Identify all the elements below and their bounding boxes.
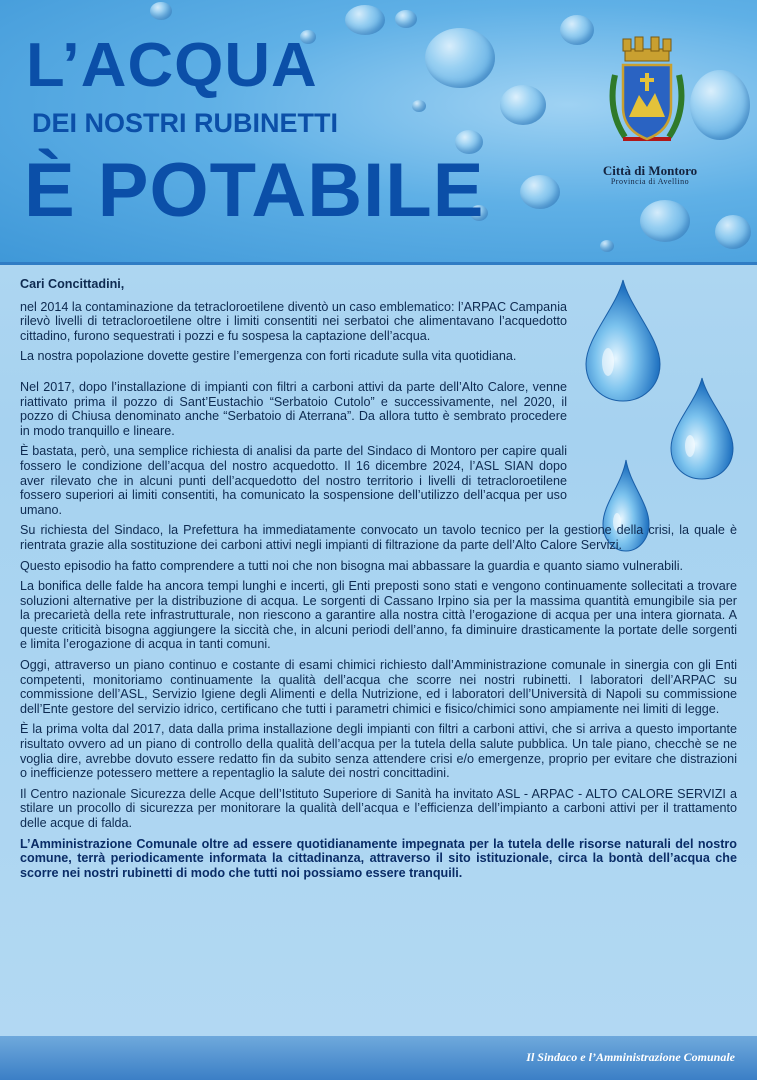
water-droplet-icon <box>150 2 172 20</box>
body-paragraph: La bonifica delle falde ha ancora tempi lunghi e incerti, gli Enti preposti sono stati e vengono continuamente sollecitati a trovare soluzioni alternative per la distribuzione di acqua. Le sorgenti di Cassano Irpino sia per la massima quantità emungibile sia per la precarietà della rete infrastrutturale, non riescono a garantire alla nostra città l’erogazione di acqua per una intera giornata. A queste criticità bisogna aggiungere la siccità che, in alcuni periodi dell’anno, fa diminuire drasticamente la portate delle sorgenti e limita l’erogazione di acqua in tanti comuni. <box>20 579 737 652</box>
letter-body <box>20 277 737 886</box>
header-banner <box>0 0 757 262</box>
water-droplet-icon <box>715 215 751 249</box>
water-droplet-icon <box>520 175 560 209</box>
body-paragraph: Questo episodio ha fatto comprendere a tutti noi che non bisogna mai abbassare la guardia e quanto siamo vulnerabili. <box>20 558 683 573</box>
title-line-1: L’ACQUA <box>26 31 318 100</box>
water-droplet-icon <box>560 15 594 45</box>
body-paragraph: È bastata, però, una semplice richiesta di analisi da parte del Sindaco di Montoro per capire quali fossero le condizione dell’acqua del nostro acquedotto. Il 16 dicembre 2024, l’ASL SIAN dopo aver rilevato che in alcuni punti dell’acquedotto del nostro territorio i livelli di tetracloroetilene fossero superiori ai limiti consentiti, ha comunicato la sospensione dell’utilizzo dell’acqua per uso umano. <box>20 444 567 517</box>
body-paragraph: nel 2014 la contaminazione da tetracloroetilene diventò un caso emblematico: l’ARPAC Campania rilevò livelli di tetracloroetilene oltre i limiti consentiti nei serbatoi che alimentavano l’acquedotto cittadino, furono sequestrati i pozzi e fu sospesa la captazione dell’acqua. <box>20 299 567 343</box>
title-line-3: È POTABILE <box>24 148 485 233</box>
city-crest-icon <box>605 35 689 160</box>
water-droplet-icon <box>690 70 750 140</box>
water-droplet-icon <box>500 85 546 125</box>
body-paragraph: Su richiesta del Sindaco, la Prefettura ha immediatamente convocato un tavolo tecnico per la gestione della crisi, la quale è rientrata grazie alla sostituzione dei carboni attivi negli impianti di filtrazione da parte dell’Alto Calore Servizi. <box>20 523 737 552</box>
body-paragraph: La nostra popolazione dovette gestire l’emergenza con forti ricadute sulla vita quotidiana. <box>20 349 517 364</box>
footer-bar <box>0 1036 757 1080</box>
water-droplet-icon <box>395 10 417 28</box>
body-paragraph: Il Centro nazionale Sicurezza delle Acque dell’Istituto Superiore di Sanità ha invitato ASL - ARPAC - ALTO CALORE SERVIZI a stilare un procollo di sicurezza per monitorare la qualità dell’acqua e l’efficienza dell’impianto a carboni attivi per il trattamento delle acque di falda. <box>20 786 737 830</box>
city-name: Città di Montoro <box>602 163 698 178</box>
water-droplet-icon <box>425 28 495 88</box>
signature: Il Sindaco e l’Amministrazione Comunale <box>526 1050 735 1064</box>
greeting: Cari Concittadini, <box>20 277 125 291</box>
body-paragraph: Nel 2017, dopo l’installazione di impianti con filtri a carboni attivi da parte dell’Alto Calore, venne riattivato prima il pozzo di Sant’Eustachio “Serbatoio Cutolo” e successivamente, nel 2020, il pozzo di Chiusa denominato anche “Serbatoio di Aterrana”. Da allora tutto è sembrato procedere in modo tranquillo e lineare. <box>20 379 567 438</box>
closing-statement: L’Amministrazione Comunale oltre ad essere quotidianamente impegnata per la tutela delle risorse naturali del nostro comune, terrà periodicamente informata la cittadinanza, attraverso il sito istituzionale, circa la bontà dell’acqua che scorre nei nostri rubinetti di modo che tutti noi possiamo essere tranquili. <box>20 836 737 880</box>
water-droplet-icon <box>640 200 690 242</box>
title-line-2: DEI NOSTRI RUBINETTI <box>32 108 339 138</box>
body-paragraph: Oggi, attraverso un piano continuo e costante di esami chimici richiesto dall’Amministrazione comunale in sinergia con gli Enti competenti, monitoriamo continuamente la qualità dell’acqua che scorre nei nostri rubinetti. I laboratori dell’ARPAC su commissione dell’ASL, Servizio Igiene degli Alimenti e della Nutrizione, ed i laboratori dell’Università di Napoli su commissione dell’Ente gestore del servizio idrico, certificano che tutti i parametri chimici e fisico/chimici sono ampiamente nei limiti di legge. <box>20 658 737 716</box>
body-paragraph: È la prima volta dal 2017, data dalla prima installazione degli impianti con filtri a carboni attivi, che si arriva a questo importante risultato ovvero ad un piano di controllo della qualità dell’acqua per la tutela della salute pubblica. Un tale piano, checchè se ne voglia dire, avrebbe dovuto essere redatto fin da subito senza attendere crisi e/o emergenze, proprio per evitare che distrazioni o inefficienze potessero mettere a repentaglio la salute dei nostri concittadini. <box>20 722 737 781</box>
water-droplet-icon <box>600 240 614 252</box>
province-name: Provincia di Avellino <box>610 177 690 186</box>
water-droplet-icon <box>345 5 385 35</box>
water-droplet-icon <box>412 100 426 112</box>
header-divider <box>0 262 757 265</box>
